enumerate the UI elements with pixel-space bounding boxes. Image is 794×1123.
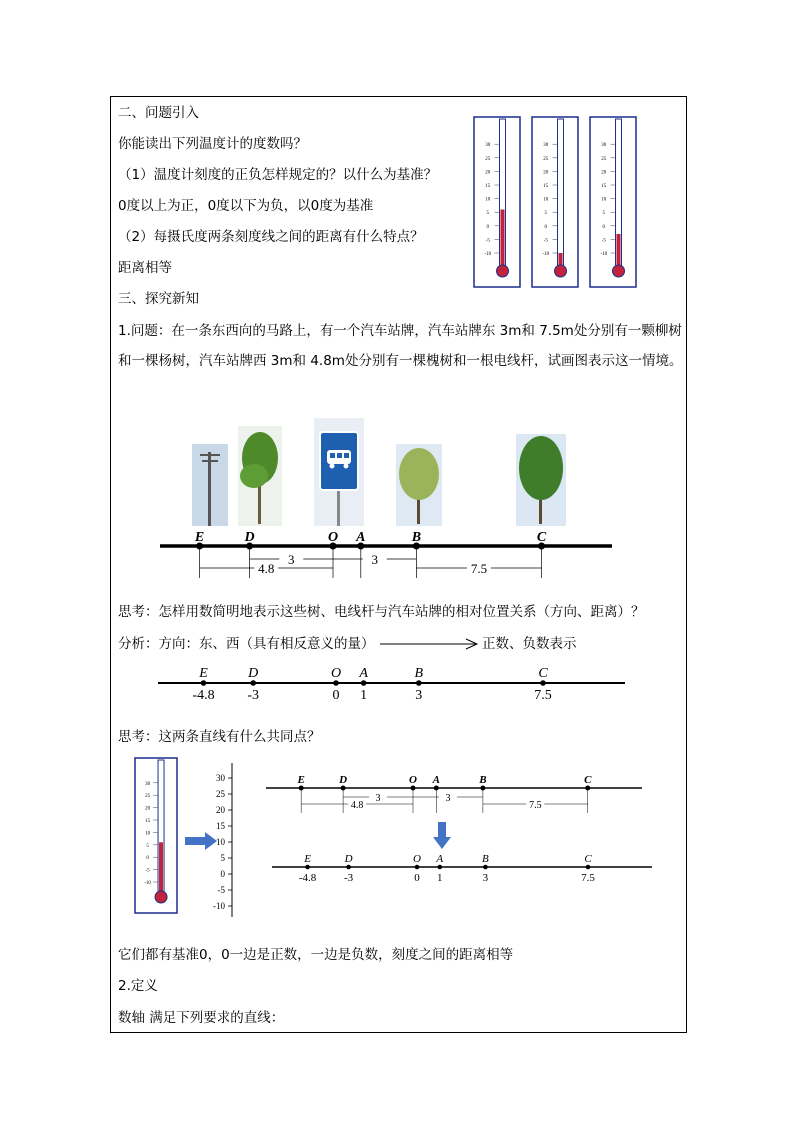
lower-point	[438, 865, 443, 870]
point-value: 7.5	[534, 688, 552, 703]
scale-label: 10	[601, 197, 607, 203]
scale-label: 25	[145, 794, 151, 800]
definition-line: 数轴 满足下列要求的直线：	[118, 1010, 285, 1026]
upper-distance-label: 3	[375, 793, 381, 804]
number-line-main	[150, 660, 630, 705]
arrow-right-icon	[185, 832, 217, 850]
point-value: -4.8	[192, 688, 215, 703]
analysis-left: 分析：方向：东、西（具有相反意义的量）	[118, 636, 375, 652]
lower-point-value: -4.8	[298, 872, 317, 884]
point-label: O	[330, 666, 342, 681]
point-label: D	[248, 666, 259, 681]
lower-point-value: 1	[437, 872, 443, 884]
upper-point-label: A	[432, 774, 440, 786]
upper-point-label: D	[339, 774, 348, 786]
upper-point-label: C	[584, 774, 592, 786]
scale-label: 25	[543, 156, 549, 162]
scale-label: 15	[601, 184, 607, 189]
axis-tick-label: 0	[220, 869, 225, 879]
scale-label: 30	[601, 143, 607, 149]
axis-tick-label: 10	[216, 837, 225, 847]
road-point-label: E	[194, 530, 205, 545]
lower-point	[586, 865, 591, 870]
lower-point	[305, 865, 310, 870]
scale-label: 25	[485, 156, 491, 162]
lower-point-value: -3	[344, 872, 354, 884]
scale-label: 10	[543, 197, 549, 203]
distance-label: 4.8	[258, 561, 275, 576]
scale-label: 25	[601, 156, 607, 162]
lower-point-label: D	[344, 853, 353, 865]
lower-point-label: E	[304, 853, 311, 865]
arrow-down-icon	[433, 822, 451, 849]
distance-label: 3	[371, 552, 378, 567]
number-point	[361, 680, 367, 686]
point-value: -3	[247, 688, 260, 703]
question-read: 你能读出下列温度计的度数吗？	[118, 136, 307, 152]
upper-distance-label: 4.8	[350, 800, 364, 811]
section-2-heading: 二、问题引入	[118, 105, 199, 121]
upper-distance-label: 3	[445, 793, 451, 804]
thermometer-icon	[532, 117, 578, 287]
scale-label: 20	[485, 170, 491, 176]
poplar-tree-icon	[516, 434, 566, 526]
thermometer-group	[470, 115, 640, 290]
definition-heading: 2.定义	[118, 978, 158, 994]
scale-label: 5	[486, 211, 490, 217]
lower-point	[415, 865, 420, 870]
distance-label: 7.5	[470, 561, 488, 576]
number-point	[250, 680, 256, 686]
number-point	[416, 680, 422, 686]
axis-tick-label: 30	[216, 773, 225, 783]
scale-label: -5	[485, 238, 490, 244]
willow-tree-icon	[396, 444, 442, 526]
scale-label: 0	[602, 224, 606, 230]
number-point	[540, 680, 546, 686]
question-2: （2）每摄氏度两条刻度线之间的距离有什么特点？	[118, 229, 424, 245]
bus-stop-sign-icon	[314, 418, 364, 526]
number-point	[201, 680, 207, 686]
scale-label: -5	[145, 868, 150, 874]
tree-icon	[238, 426, 282, 526]
road-point-label: A	[356, 530, 366, 545]
scale-label: 10	[485, 197, 491, 203]
axis-tick-label: 20	[216, 805, 225, 815]
scale-label: 5	[544, 211, 548, 217]
lower-point-label: B	[482, 853, 489, 865]
section-3-heading: 三、探究新知	[118, 291, 199, 307]
upper-point-label: O	[409, 774, 417, 786]
scale-label: -5	[543, 238, 548, 244]
thermometer-icon	[474, 117, 520, 287]
lower-point	[346, 865, 351, 870]
comparison-figure	[130, 755, 660, 925]
scale-label: -10	[542, 252, 550, 257]
analysis-right: 正数、负数表示	[482, 636, 577, 652]
scale-label: 20	[601, 170, 607, 176]
scale-label: 20	[543, 170, 549, 176]
scale-label: 15	[543, 184, 549, 189]
lower-point-label: A	[436, 853, 444, 865]
think-1: 思考：怎样用数简明地表示这些树、电线杆与汽车站牌的相对位置关系（方向、距离）？	[118, 604, 645, 620]
road-point-label: B	[411, 530, 422, 545]
lower-point-label: O	[413, 853, 421, 865]
right-arrow-icon	[380, 636, 480, 652]
problem-text: 1.问题：在一条东西向的马路上，有一个汽车站牌，汽车站牌东 3m和 7.5m处分别有一颗柳树和一棵杨树，汽车站牌西 3m和 4.8m处分别有一棵槐树和一根电线杆，试画图表示这一情境。	[118, 323, 683, 369]
axis-tick-label: 15	[216, 821, 225, 831]
point-label: E	[199, 666, 208, 681]
upper-point-label: E	[297, 774, 305, 786]
road-point-label: C	[536, 530, 547, 545]
think-2: 思考：这两条直线有什么共同点？	[118, 729, 321, 745]
thermometer-icon	[135, 758, 177, 913]
road-illustration	[150, 418, 620, 583]
point-value: 1	[360, 688, 368, 703]
axis-tick-label: 25	[216, 789, 225, 799]
point-value: 3	[415, 688, 423, 703]
scale-label: 30	[145, 781, 151, 787]
scale-label: -10	[600, 252, 608, 257]
point-label: C	[538, 666, 548, 681]
scale-label: 15	[485, 184, 491, 189]
scale-label: 20	[145, 806, 151, 812]
scale-label: -5	[601, 238, 606, 244]
point-value: 0	[332, 688, 340, 703]
utility-pole-icon	[192, 444, 228, 526]
upper-distance-label: 7.5	[529, 800, 542, 811]
lower-point-label: C	[584, 853, 592, 865]
scale-label: 30	[543, 143, 549, 149]
scale-label: 0	[486, 224, 490, 230]
scale-label: 0	[146, 856, 149, 862]
scale-label: 10	[145, 831, 151, 837]
scale-label: 0	[544, 224, 548, 230]
scale-label: 5	[146, 843, 149, 849]
answer-2: 距离相等	[118, 260, 172, 276]
road-point-label: D	[244, 530, 255, 545]
axis-tick-label: -5	[217, 885, 225, 895]
axis-tick-label: -10	[213, 901, 225, 911]
distance-label: 3	[288, 552, 295, 567]
thermometer-icon	[590, 117, 636, 287]
point-label: B	[414, 666, 424, 681]
number-point	[333, 680, 339, 686]
road-point-label: O	[327, 530, 339, 545]
question-1: （1）温度计刻度的正负怎样规定的？以什么为基准？	[118, 167, 438, 183]
point-label: A	[359, 666, 368, 681]
lower-point-value: 0	[414, 872, 420, 884]
lower-point	[483, 865, 488, 870]
answer-1: 0度以上为正，0度以下为负，以0度为基准	[118, 198, 374, 214]
scale-label: 30	[485, 143, 491, 149]
axis-tick-label: 5	[220, 853, 225, 863]
scale-label: 5	[602, 211, 606, 217]
lower-point-value: 7.5	[581, 872, 595, 884]
scale-label: -10	[144, 881, 151, 886]
upper-point-label: B	[479, 774, 487, 786]
scale-label: -10	[484, 252, 492, 257]
scale-label: 15	[145, 819, 151, 824]
common-text: 它们都有基准0，0一边是正数，一边是负数，刻度之间的距离相等	[118, 947, 514, 963]
lower-point-value: 3	[482, 872, 489, 884]
